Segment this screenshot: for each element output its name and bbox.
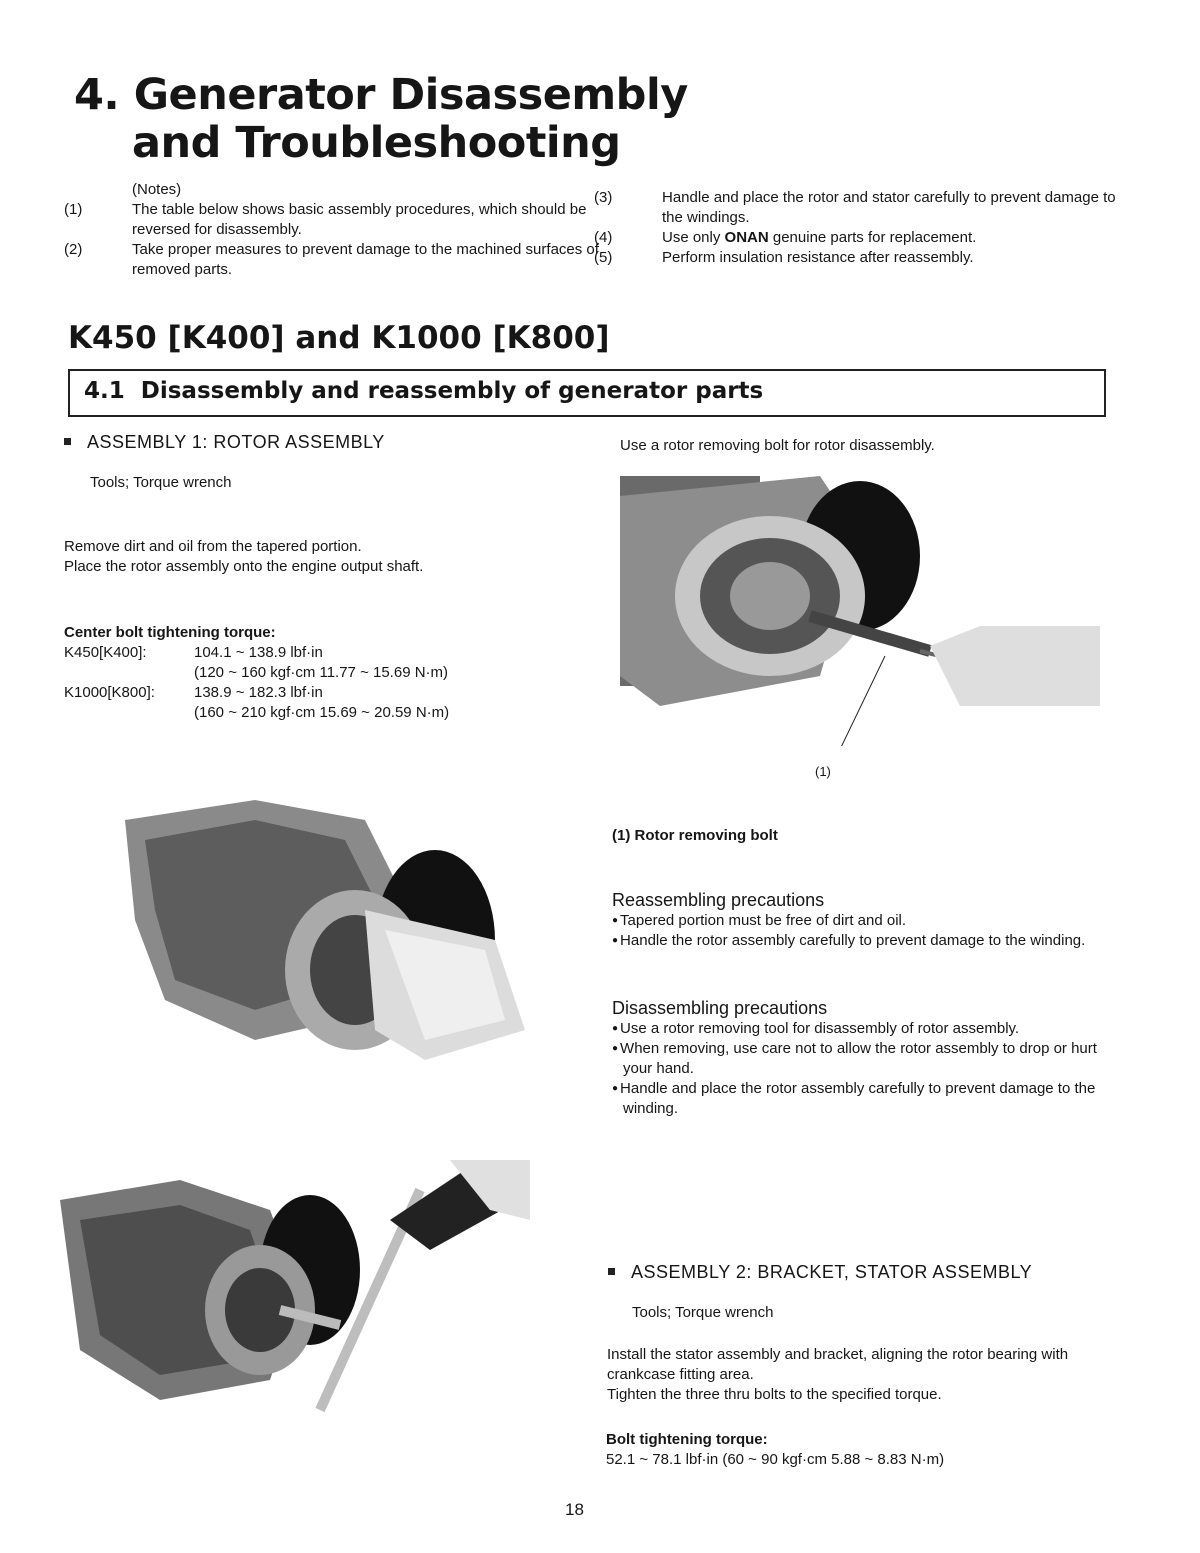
title-line-2: and Troubleshooting [132, 118, 621, 168]
reassembling-heading: Reassembling precautions [612, 890, 825, 910]
note-item-4: (4) Use only ONAN genuine parts for replacement. [594, 229, 977, 246]
assembly1-instructions [64, 537, 584, 577]
photo-caption: (1) Rotor removing bolt [612, 827, 778, 844]
rotor-assembly-photo [105, 780, 535, 1080]
model-heading: K450 [K400] and K1000 [K800] [68, 320, 610, 356]
disassembling-precautions [612, 997, 1102, 1119]
title-line-1: Generator Disassembly [133, 70, 688, 120]
rotor-bolt-tightening-photo [50, 1160, 530, 1420]
note-item-2: (2) Take proper measures to prevent damage to the machined surfaces of removed parts. [64, 241, 599, 278]
precaution-item: ● Tapered portion must be free of dirt and oil. [612, 911, 1102, 931]
note-item-5: (5) Perform insulation resistance after reassembly. [594, 249, 974, 266]
assembly1-tools: Tools; Torque wrench [90, 474, 232, 491]
brand-name: ONAN [724, 229, 769, 246]
assembly2-instructions [607, 1345, 1097, 1405]
square-bullet-icon [64, 438, 71, 445]
torque-value: 52.1 ~ 78.1 lbf·in (60 ~ 90 kgf·cm 5.88 ~ 8.83 N·m) [606, 1451, 945, 1468]
assembly2-tools: Tools; Torque wrench [632, 1304, 774, 1321]
torque-row-k1000: K1000[K800]: 138.9 ~ 182.3 lbf·in [64, 684, 323, 701]
square-bullet-icon [608, 1268, 615, 1275]
page-number: 18 [565, 1500, 584, 1519]
instruction-line: Remove dirt and oil from the tapered portion. [64, 538, 362, 555]
precaution-item: ● When removing, use care not to allow the rotor assembly to drop or hurt your hand. [612, 1039, 1102, 1079]
reassembling-precautions [612, 889, 1102, 951]
torque-row-k450: K450[K400]: 104.1 ~ 138.9 lbf·in [64, 644, 323, 661]
section-title-box [68, 369, 1106, 417]
rotor-bolt-note: Use a rotor removing bolt for rotor disassembly. [620, 437, 935, 454]
page-title [74, 70, 688, 120]
assembly1-heading: ASSEMBLY 1: ROTOR ASSEMBLY [64, 432, 385, 453]
rotor-removing-bolt-photo [620, 476, 1110, 746]
disassembling-heading: Disassembling precautions [612, 998, 828, 1018]
precaution-item: ● Handle and place the rotor assembly carefully to prevent damage to the winding. [612, 1079, 1102, 1119]
precaution-item: ● Use a rotor removing tool for disassembly of rotor assembly. [612, 1019, 1102, 1039]
instruction-line: Tighten the three thru bolts to the specified torque. [607, 1386, 942, 1403]
assembly2-heading: ASSEMBLY 2: BRACKET, STATOR ASSEMBLY [608, 1262, 1032, 1283]
engine-illustration [105, 780, 535, 1080]
notes-heading: (Notes) [132, 181, 182, 198]
precaution-item: ● Handle the rotor assembly carefully to prevent damage to the winding. [612, 931, 1102, 951]
assembly2-torque [606, 1430, 1106, 1470]
assembly1-torque [64, 623, 604, 723]
instruction-line: Place the rotor assembly onto the engine output shaft. [64, 558, 424, 575]
notes-right [594, 188, 1118, 268]
engine-illustration [50, 1160, 530, 1420]
notes-left [64, 180, 622, 280]
torque-metric: (120 ~ 160 kgf·cm 11.77 ~ 15.69 N·m) [194, 664, 449, 681]
callout-leader-line [832, 656, 885, 746]
section-title: 4.1 Disassembly and reassembly of generator parts [84, 378, 764, 404]
note-item-3: (3) Handle and place the rotor and stator carefully to prevent damage to the windings. [594, 189, 1116, 226]
torque-heading: Center bolt tightening torque: [64, 624, 276, 641]
title-number: 4. [74, 70, 120, 120]
callout-label: (1) [815, 764, 831, 779]
note-item-1: (1) The table below shows basic assembly procedures, which should be reversed for disassembly. [64, 201, 587, 238]
torque-metric: (160 ~ 210 kgf·cm 15.69 ~ 20.59 N·m) [194, 704, 450, 721]
torque-heading: Bolt tightening torque: [606, 1431, 768, 1448]
instruction-line: Install the stator assembly and bracket, aligning the rotor bearing with crankcase fitting area. [607, 1346, 1069, 1383]
engine-illustration [620, 476, 1110, 746]
